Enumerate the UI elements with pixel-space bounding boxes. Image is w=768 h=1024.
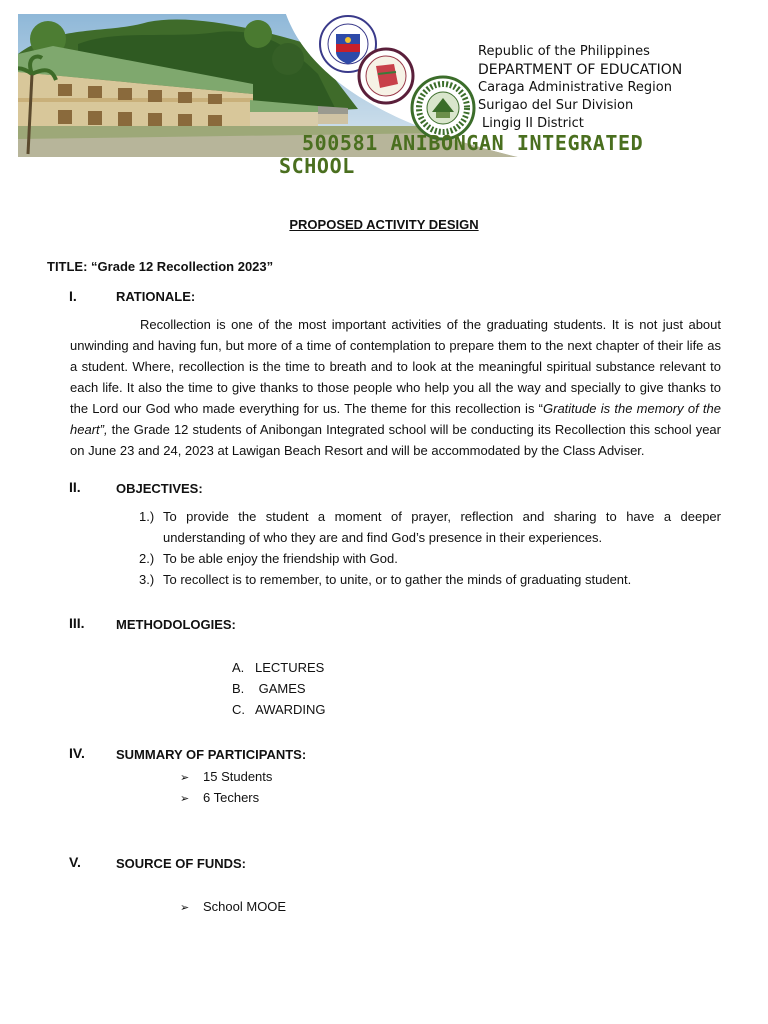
rationale-text-part2: the Grade 12 students of Anibongan Integrated school will be conducting its Recollection this school year on June 23 and 24, 2023 at Lawigan Beach Resort and will be accommodated by the Class Adviser. (70, 422, 721, 458)
arrow-bullet-icon: ➢ (180, 793, 190, 805)
header-district: Lingig II District (482, 116, 584, 131)
section-number-participants: IV. (69, 745, 85, 761)
section-number-objectives: II. (69, 479, 81, 495)
methodology-item (232, 699, 326, 720)
header-division: Surigao del Sur Division (478, 98, 634, 113)
section-number-rationale: I. (69, 288, 77, 304)
section-number-funds: V. (69, 854, 81, 870)
school-name-line1: 500581 ANIBONGAN INTEGRATED (302, 131, 644, 155)
participant-text: 6 Techers (203, 790, 260, 805)
participant-text: 15 Students (203, 769, 273, 784)
school-seal (412, 77, 474, 139)
methodology-text: AWARDING (255, 702, 326, 717)
funds-item (180, 896, 286, 919)
objective-item (139, 569, 721, 590)
section-title-participants: SUMMARY OF PARTICIPANTS: (116, 747, 307, 762)
methodology-letter: C. (232, 702, 245, 717)
section-title-methodologies: METHODOLOGIES: (116, 617, 236, 632)
objective-number: 2.) (139, 551, 155, 566)
objective-text: To provide the student a moment of prayer, reflection and sharing to have a deeper understanding of who they are and find God’s presence in their experiences. (163, 509, 721, 545)
school-name-line2: SCHOOL (279, 154, 355, 178)
methodology-item (232, 657, 324, 678)
header-region: Caraga Administrative Region (478, 80, 672, 95)
section-title-objectives: OBJECTIVES: (116, 481, 203, 496)
objective-item (139, 548, 721, 569)
section-number-methodologies: III. (69, 615, 85, 631)
section-title-funds: SOURCE OF FUNDS: (116, 856, 246, 871)
arrow-bullet-icon: ➢ (180, 902, 190, 914)
methodology-text: LECTURES (255, 660, 325, 675)
funds-text: School MOOE (203, 899, 287, 914)
participant-item (180, 787, 259, 810)
methodology-item (232, 678, 306, 699)
header-country: Republic of the Philippines (478, 44, 650, 59)
rationale-theme: Gratitude is the memory of the heart”, (70, 401, 721, 437)
objective-text: To be able enjoy the friendship with God. (163, 551, 398, 566)
header-department: DEPARTMENT OF EDUCATION (478, 62, 683, 78)
objective-text: To recollect is to remember, to unite, or to gather the minds of graduating student. (163, 572, 632, 587)
objective-number: 3.) (139, 572, 155, 587)
methodology-letter: B. (232, 681, 245, 696)
division-seal (359, 49, 413, 103)
participant-item (180, 766, 272, 789)
rationale-paragraph (70, 314, 721, 461)
methodology-text: GAMES (255, 681, 306, 696)
methodology-letter: A. (232, 660, 245, 675)
rationale-text-part1: Recollection is one of the most important activities of the graduating students. It is not just about unwinding and having fun, but more of a time of contemplation to prepare them to the next chapter of their life as a student. Where, recollection is the time to breath and to look at the meaningful spiritual substance relevant to each life. It also the time to give thanks to those people who help you all the way and specially to give thanks to the Lord our God who made everything for us. The theme for this recollection is “ (70, 317, 721, 416)
objective-number: 1.) (139, 509, 155, 524)
section-title-rationale: RATIONALE: (116, 289, 196, 304)
document-heading: PROPOSED ACTIVITY DESIGN (289, 217, 479, 232)
document-title: TITLE: “Grade 12 Recollection 2023” (47, 259, 274, 274)
objective-item (139, 506, 721, 548)
arrow-bullet-icon: ➢ (180, 772, 190, 784)
